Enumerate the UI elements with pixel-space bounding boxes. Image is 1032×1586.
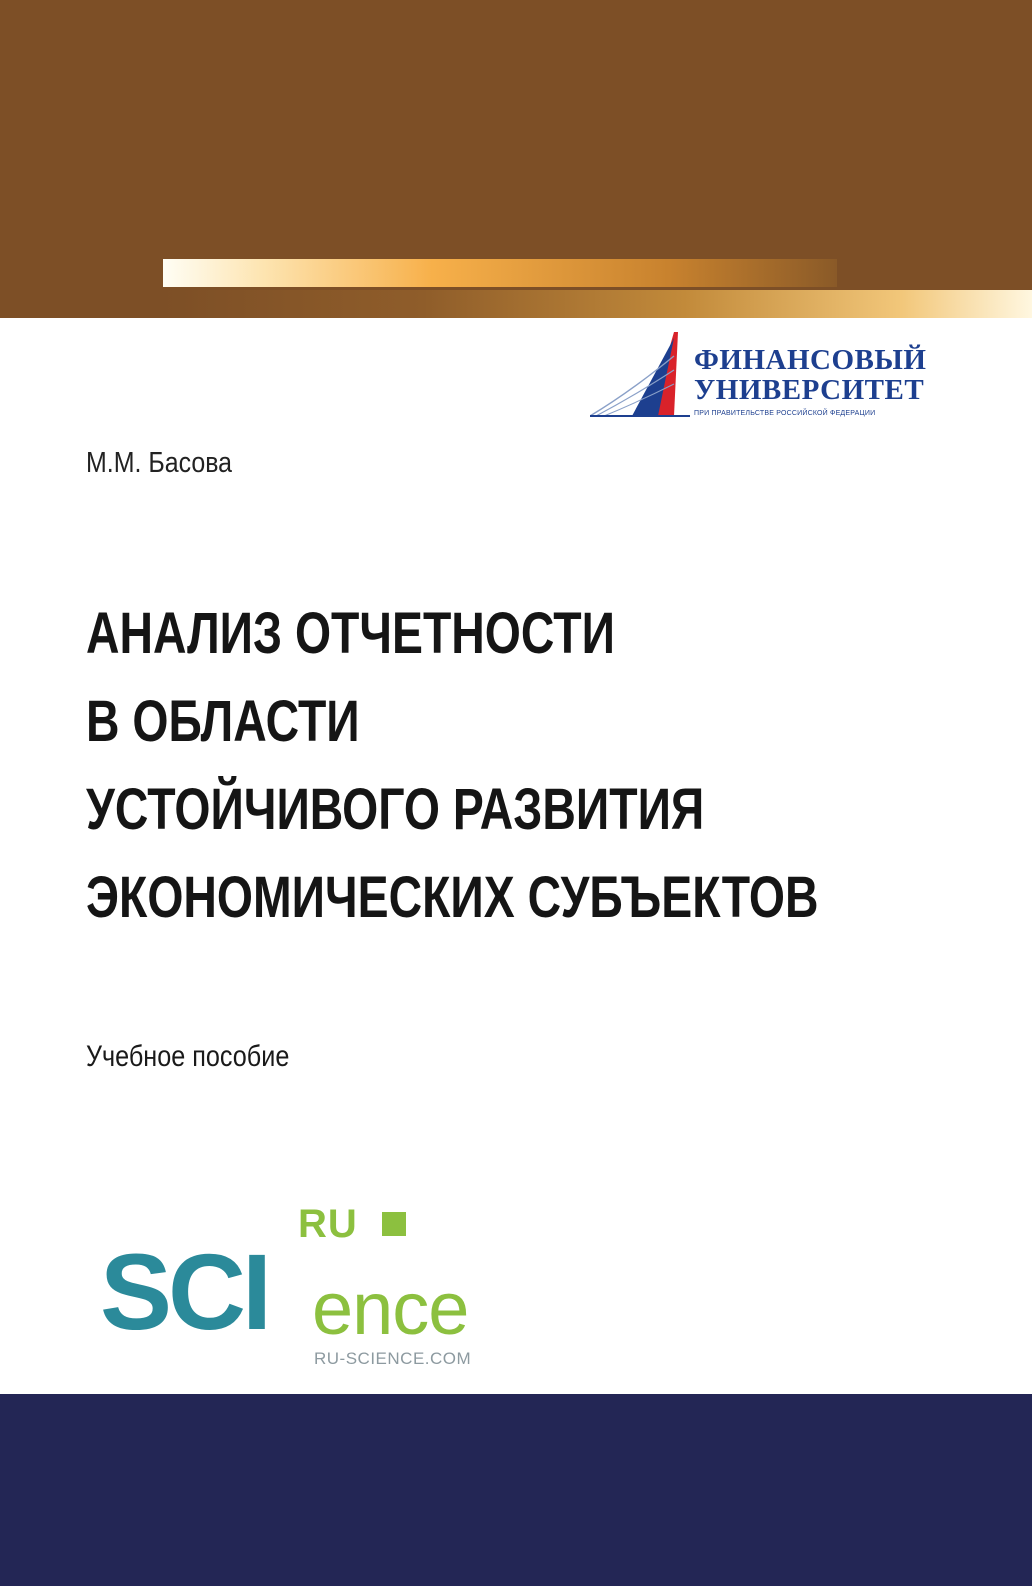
title-line-2: В ОБЛАСТИ (86, 689, 360, 754)
logo-sci-text: SCI (100, 1231, 269, 1352)
financial-university-logo (590, 330, 927, 430)
bridge-sail-emblem-icon (590, 330, 700, 430)
book-title (86, 590, 819, 942)
decorative-stripe-upper (163, 259, 837, 287)
decorative-stripe-lower (163, 290, 1032, 318)
book-type: Учебное пособие (86, 1040, 290, 1073)
logo-green-square-icon (382, 1212, 406, 1236)
logo-ru-text: RU (298, 1202, 358, 1246)
logo-url: RU-SCIENCE.COM (314, 1349, 472, 1368)
logo-line-1: ФИНАНСОВЫЙ (694, 344, 927, 376)
author-name: М.М. Басова (86, 447, 233, 479)
title-line-3: УСТОЙЧИВОГО РАЗВИТИЯ (86, 777, 705, 842)
cover-bottom-band (0, 1394, 1032, 1586)
logo-ence-text: ence (312, 1267, 469, 1350)
ru-science-logo (100, 1202, 520, 1372)
title-line-4: ЭКОНОМИЧЕСКИХ СУБЪЕКТОВ (86, 865, 819, 930)
logo-subtitle: ПРИ ПРАВИТЕЛЬСТВЕ РОССИЙСКОЙ ФЕДЕРАЦИИ (694, 410, 876, 417)
logo-line-2: УНИВЕРСИТЕТ (694, 374, 925, 406)
title-line-1: АНАЛИЗ ОТЧЕТНОСТИ (86, 601, 615, 666)
